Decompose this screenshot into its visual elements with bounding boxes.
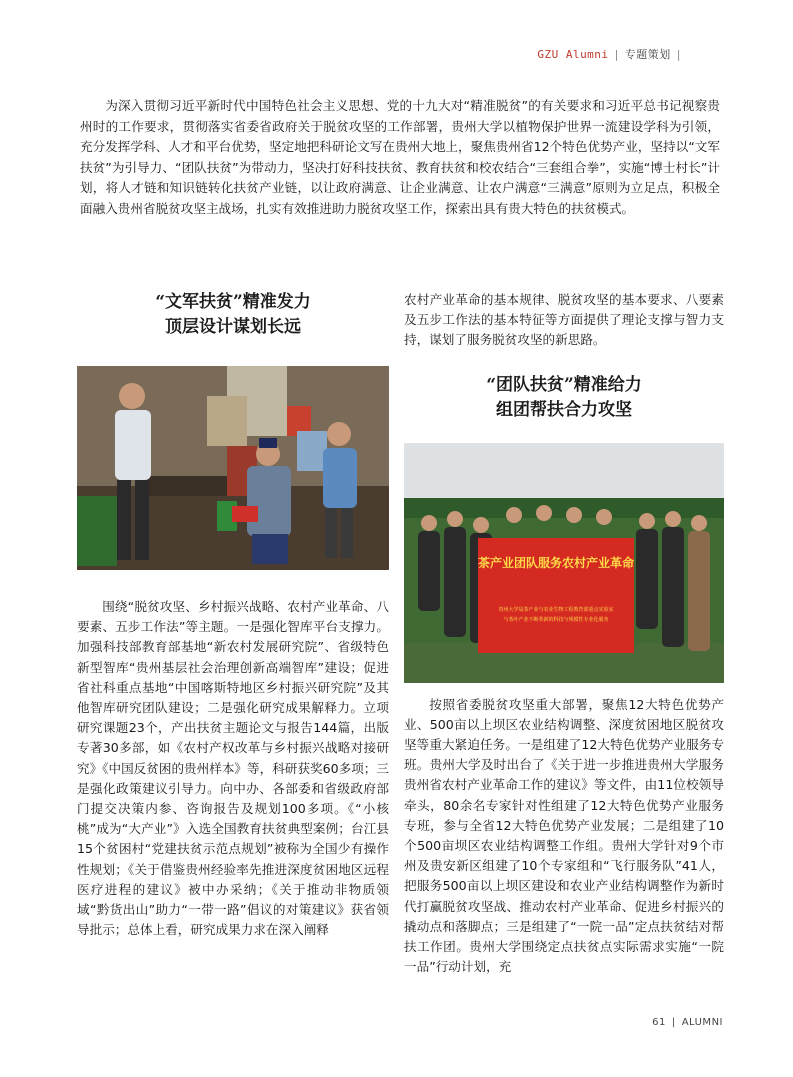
page-number: 61 (652, 1017, 666, 1028)
banner-subtitle-1: 贵州大学局茶产业与农业生物工程教育部重点实验室 (498, 606, 614, 613)
home-visit-photo (77, 366, 389, 570)
magazine-brand: GZU Alumni (537, 47, 609, 61)
banner-subtitle-2: 与茶叶产业不断革新的科技与规模性专业化服务 (503, 616, 609, 623)
right-body-text: 按照省委脱贫攻坚重大部署，聚焦12大特色优势产业、500亩以上坝区农业结构调整、深度贫困地区脱贫攻坚等重大紧迫任务。一是组建了12大特色优势产业服务专班。贵州大学及时出台了《关于进一步推进贵州大学服务贵州省农村产业革命工作的建议》等文件，由11位校领导牵头，80余名专家针对性组建了12大特色优势产业服务专班，参与全省12大特色优势产业发展；二是组建了10个500亩坝区农业结构调整工作组。贵州大学针对9个市州及贵安新区组建了10个专家组和“飞行服务队”41人，把服务500亩以上坝区建设和农业产业结构调整作为新时代打赢脱贫攻坚战、推动农村产业革命、促进乡村振兴的撬动点和落脚点；三是组建了“一院一品”定点扶贫结对帮扶工作团。贵州大学围绕定点扶贫点实际需求实施“一院一品”行动计划，充 (404, 696, 724, 975)
banner-title: 茶产业团队服务农村产业革命 (477, 555, 635, 570)
home-visit-photo-illustration (77, 366, 389, 570)
left-column (77, 290, 389, 940)
header-end-mark: | (676, 47, 681, 61)
page-footer (652, 1017, 723, 1028)
left-body-text: 围绕“脱贫攻坚、乡村振兴战略、农村产业革命、八要素、五步工作法”等主题。一是强化智库平台支撑力。加强科技部教育部基地“新农村发展研究院”、省级特色新型智库“贵州基层社会治理创新高端智库”建设；促进省社科重点基地“中国喀斯特地区乡村振兴研究院”及其他智库研究团队建设；二是强化研究成果解释力。立项研究课题23个，产出扶贫主题论文与报告144篇，出版专著30多部，如《农村产权改革与乡村振兴战略对接研究》《中国反贫困的贵州样本》等，科研获奖60多项；三是强化政策建议引导力。向中办、各部委和省级政府部门提交决策内参、咨询报告及规划100多项。《“小核桃”成为“大产业”》入选全国教育扶贫典型案例；台江县15个贫困村“党建扶贫示范点规划”被称为全国少有操作性规划；《关于借鉴贵州经验率先推进深度贫困地区远程医疗进程的建议》被中办采纳；《关于推动非物质领域“黔货出山”助力“一带一路”倡议的对策建议》获省领导批示；总体上看，研究成果力求在深入阐释 (77, 599, 389, 938)
left-section-heading (77, 290, 389, 340)
footer-separator: | (671, 1017, 676, 1028)
section-label: 专题策划 (624, 48, 671, 61)
right-heading-line2: 组团帮扶合力攻坚 (496, 399, 632, 420)
right-section-heading (404, 373, 724, 423)
footer-label: ALUMNI (681, 1017, 723, 1028)
team-banner-photo (404, 443, 724, 683)
right-continuation-text: 农村产业革命的基本规律、脱贫攻坚的基本要求、八要素及五步工作法的基本特征等方面提供了理论支撑与智力支持，谋划了服务脱贫攻坚的新思路。 (404, 292, 724, 348)
left-heading-line1: “文军扶贫”精准发力 (155, 292, 311, 312)
header-separator: | (614, 47, 619, 61)
right-heading-line1: “团队扶贫”精准给力 (486, 374, 642, 395)
team-banner-photo-illustration (404, 443, 724, 683)
page-header (537, 46, 681, 62)
intro-paragraph: 为深入贯彻习近平新时代中国特色社会主义思想、党的十九大对“精准脱贫”的有关要求和习近平总书记视察贵州时的工作要求，贯彻落实省委省政府关于脱贫攻坚的工作部署，贵州大学以植物保护世界一流建设学科为引领，充分发挥学科、人才和平台优势，坚定地把科研论文写在贵州大地上，聚焦贵州省12个特色优势产业，坚持以“文军扶贫”为引导力、“团队扶贫”为带动力，坚决打好科技扶贫、教育扶贫和校农结合“三套组合拳”，实施“博士村长”计划，将人才链和知识链转化扶贫产业链，以让政府满意、让企业满意、让农户满意“三满意”原则为立足点，积极全面融入贵州省脱贫攻坚主战场，扎实有效推进助力脱贫攻坚工作，探索出具有贵大特色的扶贫模式。 (80, 98, 720, 216)
left-heading-line2: 顶层设计谋划长远 (165, 317, 301, 337)
right-column (404, 290, 724, 977)
